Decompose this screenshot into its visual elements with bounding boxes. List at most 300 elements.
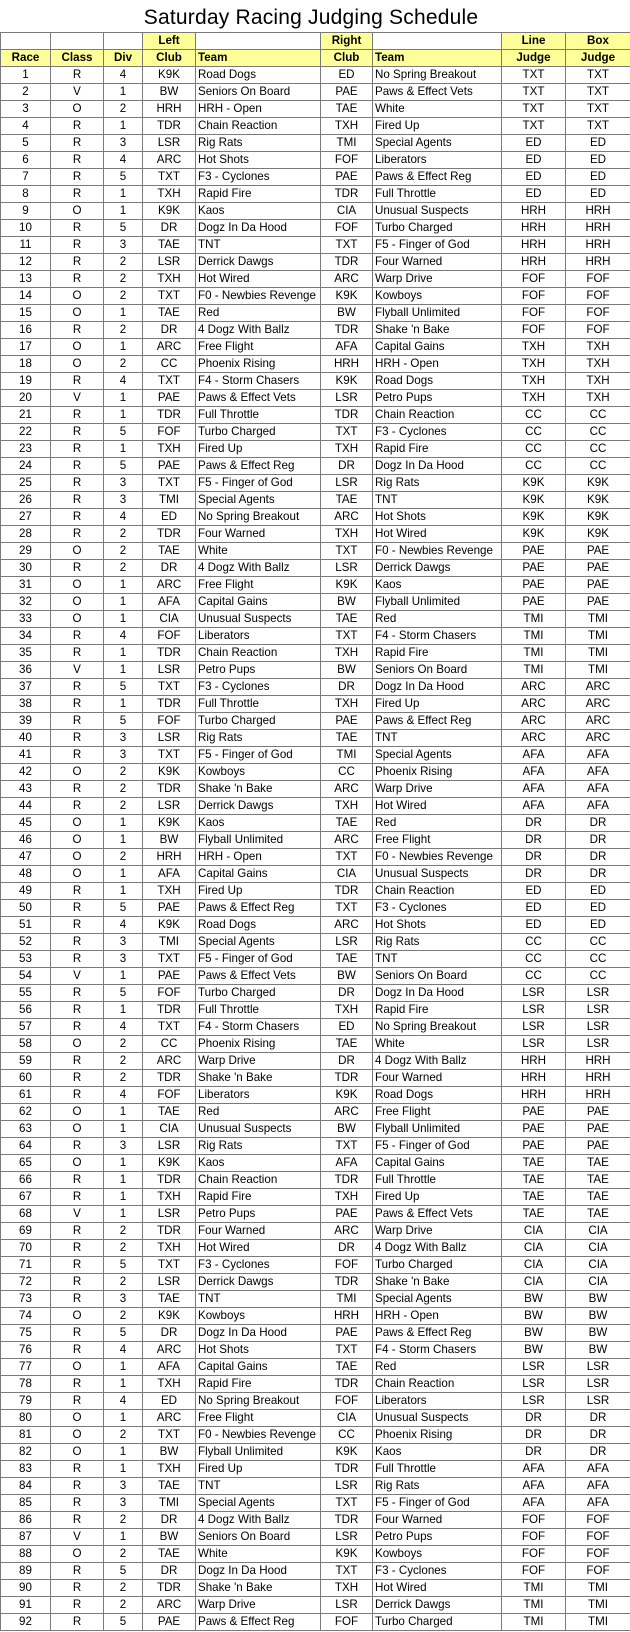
line-judge-cell: ARC xyxy=(502,696,566,713)
left-team-cell: Hot Wired xyxy=(196,271,321,288)
box-judge-cell: PAE xyxy=(566,577,630,594)
box-judge-cell: DR xyxy=(566,832,630,849)
right-team-cell: Rig Rats xyxy=(373,475,502,492)
race-cell: 64 xyxy=(1,1138,51,1155)
right-club-cell: TDR xyxy=(321,254,373,271)
class-cell: R xyxy=(51,747,104,764)
race-cell: 81 xyxy=(1,1427,51,1444)
right-team-cell: Shake 'n Bake xyxy=(373,322,502,339)
right-team-cell: Derrick Dawgs xyxy=(373,560,502,577)
table-row xyxy=(1,1512,630,1529)
class-cell: R xyxy=(51,917,104,934)
box-judge-cell: FOF xyxy=(566,322,630,339)
left-team-cell: Red xyxy=(196,1104,321,1121)
class-cell: O xyxy=(51,356,104,373)
race-cell: 8 xyxy=(1,186,51,203)
right-club-cell: ED xyxy=(321,67,373,84)
left-team-cell: Special Agents xyxy=(196,934,321,951)
left-team-cell: Capital Gains xyxy=(196,866,321,883)
line-judge-cell: FOF xyxy=(502,271,566,288)
right-team-cell: Fired Up xyxy=(373,1189,502,1206)
race-cell: 16 xyxy=(1,322,51,339)
table-row xyxy=(1,764,630,781)
line-judge-cell: LSR xyxy=(502,1393,566,1410)
line-judge-cell: TXH xyxy=(502,373,566,390)
table-row xyxy=(1,101,630,118)
box-judge-cell: TXT xyxy=(566,84,630,101)
box-judge-cell: DR xyxy=(566,866,630,883)
left-club-cell: TXT xyxy=(143,373,196,390)
left-club-cell: ARC xyxy=(143,1410,196,1427)
left-club-cell: ARC xyxy=(143,1053,196,1070)
table-row xyxy=(1,237,630,254)
right-club-cell: AFA xyxy=(321,339,373,356)
right-team-cell: Seniors On Board xyxy=(373,968,502,985)
left-team-cell: Rapid Fire xyxy=(196,1189,321,1206)
left-team-cell: Kaos xyxy=(196,203,321,220)
table-row xyxy=(1,1614,630,1631)
line-judge-cell: CC xyxy=(502,951,566,968)
line-judge-cell: K9K xyxy=(502,475,566,492)
race-cell: 45 xyxy=(1,815,51,832)
class-cell: R xyxy=(51,1512,104,1529)
left-team-cell: Unusual Suspects xyxy=(196,611,321,628)
race-cell: 11 xyxy=(1,237,51,254)
class-cell: R xyxy=(51,1461,104,1478)
race-cell: 13 xyxy=(1,271,51,288)
class-cell: R xyxy=(51,628,104,645)
class-cell: R xyxy=(51,1223,104,1240)
left-team-cell: TNT xyxy=(196,237,321,254)
table-row xyxy=(1,1138,630,1155)
right-club-cell: DR xyxy=(321,1053,373,1070)
div-cell: 3 xyxy=(104,951,143,968)
schedule-table xyxy=(0,32,630,1631)
left-club-cell: LSR xyxy=(143,1138,196,1155)
div-cell: 4 xyxy=(104,1393,143,1410)
table-row xyxy=(1,1189,630,1206)
race-cell: 32 xyxy=(1,594,51,611)
div-cell: 4 xyxy=(104,628,143,645)
left-team-cell: Flyball Unlimited xyxy=(196,1444,321,1461)
div-cell: 1 xyxy=(104,815,143,832)
race-cell: 25 xyxy=(1,475,51,492)
div-cell: 2 xyxy=(104,560,143,577)
left-team-cell: Hot Shots xyxy=(196,152,321,169)
left-team-cell: F3 - Cyclones xyxy=(196,679,321,696)
class-cell: R xyxy=(51,509,104,526)
table-row xyxy=(1,849,630,866)
left-club-cell: AFA xyxy=(143,866,196,883)
race-cell: 66 xyxy=(1,1172,51,1189)
race-cell: 52 xyxy=(1,934,51,951)
table-row xyxy=(1,1223,630,1240)
box-judge-cell: HRH xyxy=(566,254,630,271)
left-team-cell: HRH - Open xyxy=(196,101,321,118)
class-cell: R xyxy=(51,679,104,696)
left-team-cell: F3 - Cyclones xyxy=(196,1257,321,1274)
right-club-cell: BW xyxy=(321,1121,373,1138)
line-judge-cell: TXH xyxy=(502,390,566,407)
left-team-cell: Shake 'n Bake xyxy=(196,1580,321,1597)
left-club-cell: PAE xyxy=(143,390,196,407)
table-row xyxy=(1,1597,630,1614)
table-row xyxy=(1,1087,630,1104)
right-team-cell: Rapid Fire xyxy=(373,645,502,662)
line-judge-cell: PAE xyxy=(502,543,566,560)
table-row xyxy=(1,1121,630,1138)
div-cell: 3 xyxy=(104,1495,143,1512)
box-judge-cell: CIA xyxy=(566,1240,630,1257)
line-judge-cell: CC xyxy=(502,934,566,951)
table-row xyxy=(1,288,630,305)
left-club-cell: CIA xyxy=(143,1121,196,1138)
race-cell: 44 xyxy=(1,798,51,815)
class-cell: O xyxy=(51,1308,104,1325)
left-team-cell: Paws & Effect Vets xyxy=(196,390,321,407)
race-cell: 23 xyxy=(1,441,51,458)
right-club-cell: LSR xyxy=(321,1529,373,1546)
right-team-cell: Fired Up xyxy=(373,696,502,713)
left-club-cell: BW xyxy=(143,1529,196,1546)
div-cell: 2 xyxy=(104,1036,143,1053)
right-club-cell: TXH xyxy=(321,1189,373,1206)
line-judge-cell: PAE xyxy=(502,577,566,594)
left-team-cell: F3 - Cyclones xyxy=(196,169,321,186)
box-judge-cell: AFA xyxy=(566,1478,630,1495)
line-judge-cell: TXT xyxy=(502,67,566,84)
race-cell: 1 xyxy=(1,67,51,84)
left-team-cell: Phoenix Rising xyxy=(196,356,321,373)
right-club-cell: TAE xyxy=(321,492,373,509)
right-club-cell: TXT xyxy=(321,237,373,254)
box-judge-cell: TXH xyxy=(566,356,630,373)
race-cell: 47 xyxy=(1,849,51,866)
div-cell: 4 xyxy=(104,1019,143,1036)
left-club-cell: FOF xyxy=(143,713,196,730)
line-judge-cell: FOF xyxy=(502,1512,566,1529)
div-cell: 5 xyxy=(104,1325,143,1342)
table-row xyxy=(1,509,630,526)
left-club-cell: HRH xyxy=(143,849,196,866)
right-club-cell: TMI xyxy=(321,1291,373,1308)
box-judge-cell: FOF xyxy=(566,1546,630,1563)
left-team-cell: Warp Drive xyxy=(196,1597,321,1614)
right-team-cell: F5 - Finger of God xyxy=(373,237,502,254)
race-cell: 54 xyxy=(1,968,51,985)
right-team-cell: Dogz In Da Hood xyxy=(373,985,502,1002)
left-team-cell: Derrick Dawgs xyxy=(196,1274,321,1291)
table-row xyxy=(1,220,630,237)
line-judge-cell: HRH xyxy=(502,237,566,254)
line-judge-cell: ED xyxy=(502,135,566,152)
class-cell: R xyxy=(51,1478,104,1495)
div-cell: 4 xyxy=(104,1342,143,1359)
left-club-cell: ED xyxy=(143,509,196,526)
table-row xyxy=(1,1444,630,1461)
table-row xyxy=(1,1274,630,1291)
class-cell: O xyxy=(51,1121,104,1138)
right-team-cell: Chain Reaction xyxy=(373,407,502,424)
right-club-cell: TXH xyxy=(321,118,373,135)
class-cell: R xyxy=(51,1325,104,1342)
div-cell: 3 xyxy=(104,934,143,951)
class-cell: O xyxy=(51,101,104,118)
line-judge-cell: ED xyxy=(502,883,566,900)
left-club-cell: TDR xyxy=(143,1070,196,1087)
class-cell: O xyxy=(51,543,104,560)
box-judge-cell: FOF xyxy=(566,1563,630,1580)
line-judge-cell: ED xyxy=(502,169,566,186)
left-team-cell: F4 - Storm Chasers xyxy=(196,373,321,390)
right-club-cell: K9K xyxy=(321,1546,373,1563)
class-cell: O xyxy=(51,1546,104,1563)
race-cell: 82 xyxy=(1,1444,51,1461)
div-cell: 2 xyxy=(104,543,143,560)
box-judge-cell: K9K xyxy=(566,475,630,492)
right-club-cell: TDR xyxy=(321,1376,373,1393)
right-club-cell: CIA xyxy=(321,866,373,883)
class-cell: R xyxy=(51,1002,104,1019)
right-team-cell: Warp Drive xyxy=(373,781,502,798)
box-judge-cell: BW xyxy=(566,1325,630,1342)
race-cell: 2 xyxy=(1,84,51,101)
line-judge-cell: DR xyxy=(502,1444,566,1461)
box-judge-cell: TMI xyxy=(566,1597,630,1614)
left-team-cell: HRH - Open xyxy=(196,849,321,866)
box-judge-cell: HRH xyxy=(566,203,630,220)
right-club-cell: TAE xyxy=(321,101,373,118)
table-row xyxy=(1,1342,630,1359)
div-cell: 1 xyxy=(104,1189,143,1206)
left-club-cell: K9K xyxy=(143,815,196,832)
div-cell: 2 xyxy=(104,1427,143,1444)
left-team-cell: 4 Dogz With Ballz xyxy=(196,322,321,339)
right-team-cell: TNT xyxy=(373,730,502,747)
class-cell: O xyxy=(51,849,104,866)
race-cell: 17 xyxy=(1,339,51,356)
left-club-cell: CC xyxy=(143,356,196,373)
left-club-cell: TAE xyxy=(143,1546,196,1563)
line-judge-cell: TMI xyxy=(502,662,566,679)
div-cell: 3 xyxy=(104,135,143,152)
right-team-cell: Four Warned xyxy=(373,1512,502,1529)
left-team-cell: Full Throttle xyxy=(196,407,321,424)
box-judge-cell: PAE xyxy=(566,594,630,611)
box-judge-cell: CC xyxy=(566,441,630,458)
race-cell: 87 xyxy=(1,1529,51,1546)
race-cell: 35 xyxy=(1,645,51,662)
left-club-cell: TDR xyxy=(143,645,196,662)
left-club-cell: K9K xyxy=(143,1155,196,1172)
table-row xyxy=(1,1461,630,1478)
left-team-cell: 4 Dogz With Ballz xyxy=(196,560,321,577)
schedule-body xyxy=(1,67,630,1631)
right-club-cell: TDR xyxy=(321,883,373,900)
left-club-cell: TDR xyxy=(143,1223,196,1240)
class-cell: V xyxy=(51,1529,104,1546)
left-team-cell: Free Flight xyxy=(196,577,321,594)
left-club-cell: DR xyxy=(143,220,196,237)
class-cell: R xyxy=(51,254,104,271)
right-club-cell: K9K xyxy=(321,1087,373,1104)
line-judge-cell: AFA xyxy=(502,1461,566,1478)
table-row xyxy=(1,679,630,696)
right-team-cell: Free Flight xyxy=(373,832,502,849)
div-cell: 4 xyxy=(104,67,143,84)
box-judge-cell: TAE xyxy=(566,1155,630,1172)
class-cell: R xyxy=(51,237,104,254)
right-club-cell: LSR xyxy=(321,1597,373,1614)
right-team-cell: Turbo Charged xyxy=(373,1257,502,1274)
line-judge-cell: FOF xyxy=(502,1563,566,1580)
div-cell: 3 xyxy=(104,747,143,764)
table-row xyxy=(1,373,630,390)
table-row xyxy=(1,1427,630,1444)
box-judge-cell: FOF xyxy=(566,271,630,288)
line-judge-cell: PAE xyxy=(502,1138,566,1155)
class-cell: R xyxy=(51,1614,104,1631)
left-club-cell: ARC xyxy=(143,152,196,169)
div-cell: 5 xyxy=(104,713,143,730)
left-club-cell: TXH xyxy=(143,271,196,288)
table-row xyxy=(1,1393,630,1410)
class-cell: O xyxy=(51,1104,104,1121)
table-row xyxy=(1,781,630,798)
div-cell: 5 xyxy=(104,220,143,237)
left-club-cell: TMI xyxy=(143,492,196,509)
header-box-label: Box xyxy=(566,33,630,50)
table-row xyxy=(1,1546,630,1563)
box-judge-cell: TMI xyxy=(566,1580,630,1597)
left-club-cell: PAE xyxy=(143,1614,196,1631)
table-row xyxy=(1,407,630,424)
box-judge-cell: ED xyxy=(566,135,630,152)
race-cell: 85 xyxy=(1,1495,51,1512)
left-team-cell: Hot Shots xyxy=(196,1342,321,1359)
column-header-box-judge: Judge xyxy=(566,50,630,67)
class-cell: O xyxy=(51,339,104,356)
line-judge-cell: TXH xyxy=(502,356,566,373)
race-cell: 67 xyxy=(1,1189,51,1206)
right-team-cell: Full Throttle xyxy=(373,1172,502,1189)
right-team-cell: 4 Dogz With Ballz xyxy=(373,1240,502,1257)
table-row xyxy=(1,118,630,135)
left-team-cell: Road Dogs xyxy=(196,917,321,934)
race-cell: 19 xyxy=(1,373,51,390)
box-judge-cell: DR xyxy=(566,1444,630,1461)
table-row xyxy=(1,832,630,849)
box-judge-cell: TAE xyxy=(566,1189,630,1206)
column-header-div: Div xyxy=(104,50,143,67)
race-cell: 21 xyxy=(1,407,51,424)
left-club-cell: TXH xyxy=(143,883,196,900)
div-cell: 2 xyxy=(104,1070,143,1087)
left-club-cell: TDR xyxy=(143,781,196,798)
right-club-cell: FOF xyxy=(321,1614,373,1631)
race-cell: 36 xyxy=(1,662,51,679)
box-judge-cell: CC xyxy=(566,934,630,951)
right-club-cell: FOF xyxy=(321,220,373,237)
class-cell: O xyxy=(51,832,104,849)
left-team-cell: Four Warned xyxy=(196,1223,321,1240)
right-team-cell: Rapid Fire xyxy=(373,1002,502,1019)
left-team-cell: F0 - Newbies Revenge xyxy=(196,1427,321,1444)
right-team-cell: Shake 'n Bake xyxy=(373,1274,502,1291)
div-cell: 2 xyxy=(104,1546,143,1563)
right-club-cell: TXH xyxy=(321,441,373,458)
race-cell: 75 xyxy=(1,1325,51,1342)
class-cell: V xyxy=(51,84,104,101)
right-club-cell: K9K xyxy=(321,288,373,305)
box-judge-cell: LSR xyxy=(566,985,630,1002)
div-cell: 4 xyxy=(104,373,143,390)
left-team-cell: Rig Rats xyxy=(196,730,321,747)
right-team-cell: F4 - Storm Chasers xyxy=(373,1342,502,1359)
left-team-cell: TNT xyxy=(196,1478,321,1495)
table-row xyxy=(1,917,630,934)
class-cell: R xyxy=(51,1563,104,1580)
left-club-cell: TXT xyxy=(143,951,196,968)
column-header-left-club: Club xyxy=(143,50,196,67)
race-cell: 89 xyxy=(1,1563,51,1580)
right-club-cell: CIA xyxy=(321,203,373,220)
left-team-cell: Red xyxy=(196,305,321,322)
class-cell: O xyxy=(51,203,104,220)
right-team-cell: Unusual Suspects xyxy=(373,203,502,220)
race-cell: 34 xyxy=(1,628,51,645)
left-club-cell: TXT xyxy=(143,1427,196,1444)
class-cell: R xyxy=(51,951,104,968)
right-club-cell: FOF xyxy=(321,152,373,169)
box-judge-cell: ED xyxy=(566,883,630,900)
div-cell: 3 xyxy=(104,1138,143,1155)
box-judge-cell: HRH xyxy=(566,1087,630,1104)
div-cell: 1 xyxy=(104,1206,143,1223)
line-judge-cell: FOF xyxy=(502,322,566,339)
race-cell: 29 xyxy=(1,543,51,560)
class-cell: R xyxy=(51,169,104,186)
left-team-cell: Rapid Fire xyxy=(196,186,321,203)
column-header-race: Race xyxy=(1,50,51,67)
div-cell: 5 xyxy=(104,424,143,441)
right-club-cell: TXT xyxy=(321,900,373,917)
left-team-cell: Full Throttle xyxy=(196,1002,321,1019)
header-top-right-team xyxy=(373,33,502,50)
line-judge-cell: LSR xyxy=(502,1359,566,1376)
left-team-cell: F5 - Finger of God xyxy=(196,747,321,764)
box-judge-cell: CIA xyxy=(566,1223,630,1240)
div-cell: 1 xyxy=(104,1002,143,1019)
div-cell: 2 xyxy=(104,322,143,339)
race-cell: 63 xyxy=(1,1121,51,1138)
right-team-cell: Rig Rats xyxy=(373,1478,502,1495)
right-club-cell: TAE xyxy=(321,1359,373,1376)
left-team-cell: Special Agents xyxy=(196,492,321,509)
right-club-cell: LSR xyxy=(321,934,373,951)
left-club-cell: TDR xyxy=(143,696,196,713)
class-cell: O xyxy=(51,1410,104,1427)
left-team-cell: Shake 'n Bake xyxy=(196,1070,321,1087)
class-cell: R xyxy=(51,458,104,475)
race-cell: 42 xyxy=(1,764,51,781)
left-club-cell: ARC xyxy=(143,339,196,356)
box-judge-cell: DR xyxy=(566,1410,630,1427)
line-judge-cell: HRH xyxy=(502,1070,566,1087)
race-cell: 27 xyxy=(1,509,51,526)
class-cell: V xyxy=(51,662,104,679)
left-team-cell: Dogz In Da Hood xyxy=(196,220,321,237)
